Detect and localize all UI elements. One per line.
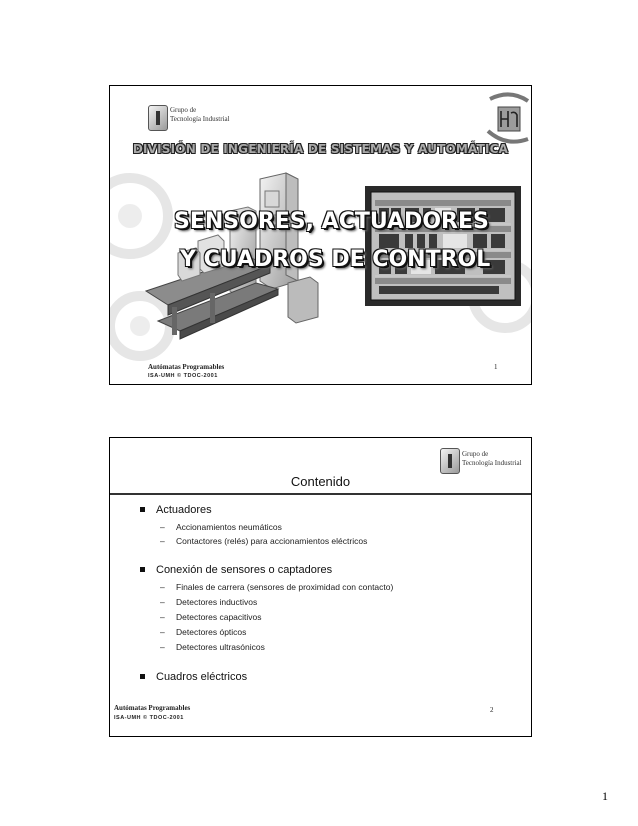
sub-item: – Detectores ultrasónicos xyxy=(160,642,265,652)
division-title: DIVISIÓN DE INGENIERÍA DE SISTEMAS Y AUTOMÁTICA xyxy=(132,142,509,156)
slide-2 xyxy=(109,437,532,737)
title-divider xyxy=(110,493,531,495)
bullet-item: Actuadores xyxy=(140,504,212,516)
slide-number: 1 xyxy=(494,363,498,371)
title-line-1: SENSORES, ACTUADORES xyxy=(174,209,489,234)
bullet-item: Cuadros eléctricos xyxy=(140,671,247,683)
group-name-line2: Tecnología Industrial xyxy=(170,115,230,123)
group-logo-icon xyxy=(440,448,460,474)
bullet-item: Conexión de sensores o captadores xyxy=(140,564,332,576)
sub-item: – Accionamientos neumáticos xyxy=(160,522,282,532)
title-line-2: Y CUADROS DE CONTROL xyxy=(180,247,491,272)
sub-item: – Detectores ópticos xyxy=(160,627,247,637)
footer-course: Autómatas Programables xyxy=(148,363,225,371)
group-logo-icon xyxy=(148,105,168,131)
square-bullet-icon xyxy=(140,507,145,512)
sub-item: – Detectores inductivos xyxy=(160,597,258,607)
sub-item: – Finales de carrera (sensores de proximidad con contacto) xyxy=(160,582,394,592)
square-bullet-icon xyxy=(140,674,145,679)
sub-item: – Contactores (relés) para accionamientos eléctricos xyxy=(160,536,368,546)
group-name-line2: Tecnología Industrial xyxy=(462,459,522,467)
group-name-line1: Grupo de xyxy=(170,106,197,114)
footer-org: ISA-UMH © TDOC-2001 xyxy=(148,373,218,379)
university-seal-icon xyxy=(486,91,530,149)
page-number: 1 xyxy=(602,789,608,803)
sub-item: – Detectores capacitivos xyxy=(160,612,262,622)
square-bullet-icon xyxy=(140,567,145,572)
slide-1 xyxy=(109,85,532,385)
footer-course: Autómatas Programables xyxy=(114,704,191,712)
control-cabinet-photo xyxy=(365,186,521,306)
slide-title: Contenido xyxy=(290,474,351,489)
group-name xyxy=(462,450,522,468)
group-name-line1: Grupo de xyxy=(462,450,489,458)
group-name xyxy=(170,106,230,124)
slide-number: 2 xyxy=(490,706,494,714)
footer-org: ISA-UMH © TDOC-2001 xyxy=(114,715,184,721)
